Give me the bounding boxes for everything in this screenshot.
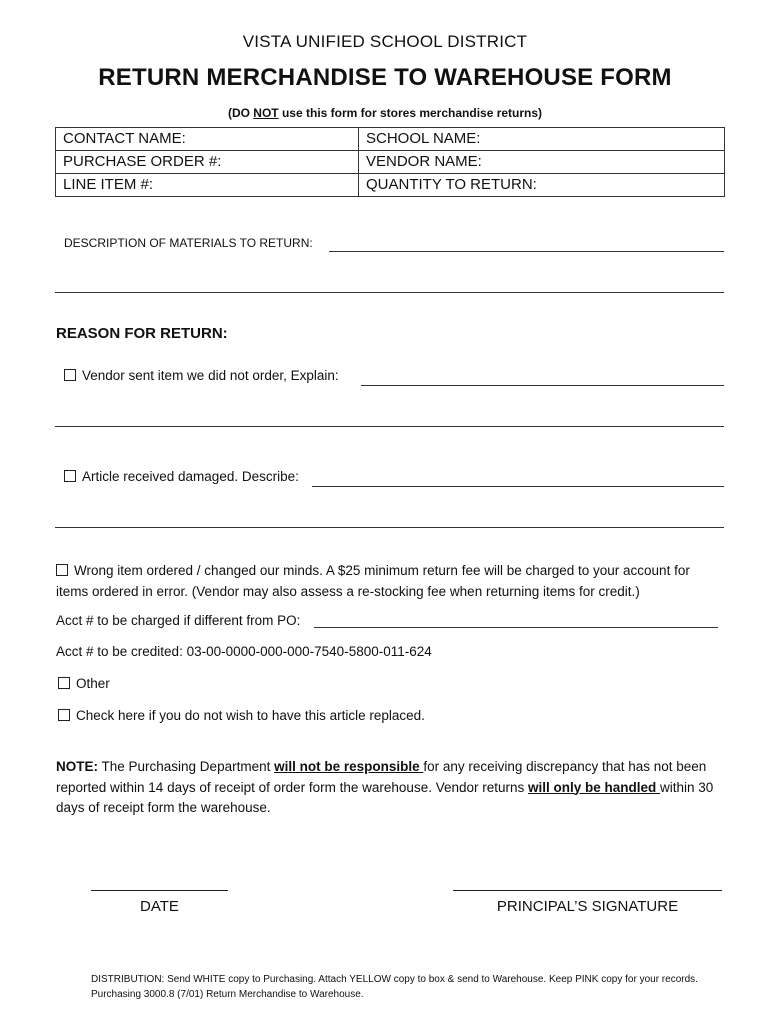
date-line[interactable]: [91, 890, 228, 891]
vendor-sent-label: Vendor sent item we did not order, Explain:: [82, 368, 339, 383]
damaged-describe-line-1[interactable]: [312, 486, 724, 487]
other-checkbox[interactable]: [58, 677, 70, 689]
purchase-order-field[interactable]: PURCHASE ORDER #:: [56, 151, 359, 174]
description-label: DESCRIPTION OF MATERIALS TO RETURN:: [64, 236, 313, 250]
damaged-option: [64, 469, 299, 484]
vendor-sent-checkbox[interactable]: [64, 369, 76, 381]
note-text-2: for any receiving discrepancy that has not been reported within 14 days of receipt of order form the warehouse. Vendor returns: [56, 759, 707, 795]
wrong-item-line-1: [56, 561, 736, 582]
wrong-item-line-2: items ordered in error. (Vendor may also assess a re-stocking fee when returning items for credit.): [56, 583, 640, 599]
no-replace-checkbox[interactable]: [58, 709, 70, 721]
vendor-sent-explain-line-1[interactable]: [361, 385, 724, 386]
note-paragraph: [56, 757, 726, 819]
principal-signature-line[interactable]: [453, 890, 722, 891]
subtitle-emphasis: NOT: [253, 106, 279, 120]
contact-name-field[interactable]: CONTACT NAME:: [56, 128, 359, 151]
vendor-sent-option: [64, 368, 339, 383]
acct-charged-label: Acct # to be charged if different from PO:: [56, 613, 301, 628]
damaged-label: Article received damaged. Describe:: [82, 469, 299, 484]
other-option: [58, 676, 110, 691]
table-row: [56, 174, 725, 197]
acct-charged-line[interactable]: [314, 627, 718, 628]
note-text-3: within 30 days of receipt form the warehouse.: [56, 779, 714, 815]
wrong-item-text-1: Wrong item ordered / changed our minds. A $25 minimum return fee will be charged to your account for: [74, 563, 690, 578]
principal-signature-label: PRINCIPAL’S SIGNATURE: [496, 898, 679, 915]
description-line-1[interactable]: [329, 251, 724, 252]
wrong-item-option: [56, 561, 736, 602]
note-bold-2: will only be handled: [528, 779, 661, 795]
reason-heading: REASON FOR RETURN:: [56, 325, 228, 342]
description-line-2[interactable]: [55, 292, 724, 293]
footer-form-number: Purchasing 3000.8 (7/01) Return Merchandise to Warehouse.: [91, 989, 364, 1000]
no-replace-option: [58, 708, 425, 723]
subtitle-suffix: use this form for stores merchandise returns): [278, 106, 543, 120]
footer: [91, 972, 731, 1002]
other-label: Other: [76, 676, 110, 691]
vendor-sent-explain-line-2[interactable]: [55, 426, 724, 427]
date-label: DATE: [140, 898, 179, 915]
vendor-name-field[interactable]: VENDOR NAME:: [359, 151, 725, 174]
subtitle-prefix: (DO: [227, 106, 254, 120]
footer-distribution: DISTRIBUTION: Send WHITE copy to Purchasing. Attach YELLOW copy to box & send to Warehouse. Keep PINK copy for your records.: [91, 974, 698, 985]
form-title: RETURN MERCHANDISE TO WAREHOUSE FORM: [98, 64, 672, 91]
school-name-field[interactable]: SCHOOL NAME:: [359, 128, 725, 151]
quantity-to-return-field[interactable]: QUANTITY TO RETURN:: [359, 174, 725, 197]
table-row: [56, 128, 725, 151]
note-bold-1: will not be responsible: [274, 759, 424, 774]
damaged-describe-line-2[interactable]: [55, 527, 724, 528]
info-table: [55, 127, 725, 197]
district-name: VISTA UNIFIED SCHOOL DISTRICT: [242, 32, 528, 51]
damaged-checkbox[interactable]: [64, 470, 76, 482]
note-label: NOTE:: [56, 759, 98, 774]
form-subtitle: [0, 106, 770, 120]
table-row: [56, 151, 725, 174]
no-replace-label: Check here if you do not wish to have this article replaced.: [76, 708, 425, 723]
note-text-1: The Purchasing Department: [98, 759, 275, 774]
line-item-field[interactable]: LINE ITEM #:: [56, 174, 359, 197]
acct-credited-text: Acct # to be credited: 03-00-0000-000-000-7540-5800-011-624: [56, 644, 432, 659]
wrong-item-checkbox[interactable]: [56, 564, 68, 576]
